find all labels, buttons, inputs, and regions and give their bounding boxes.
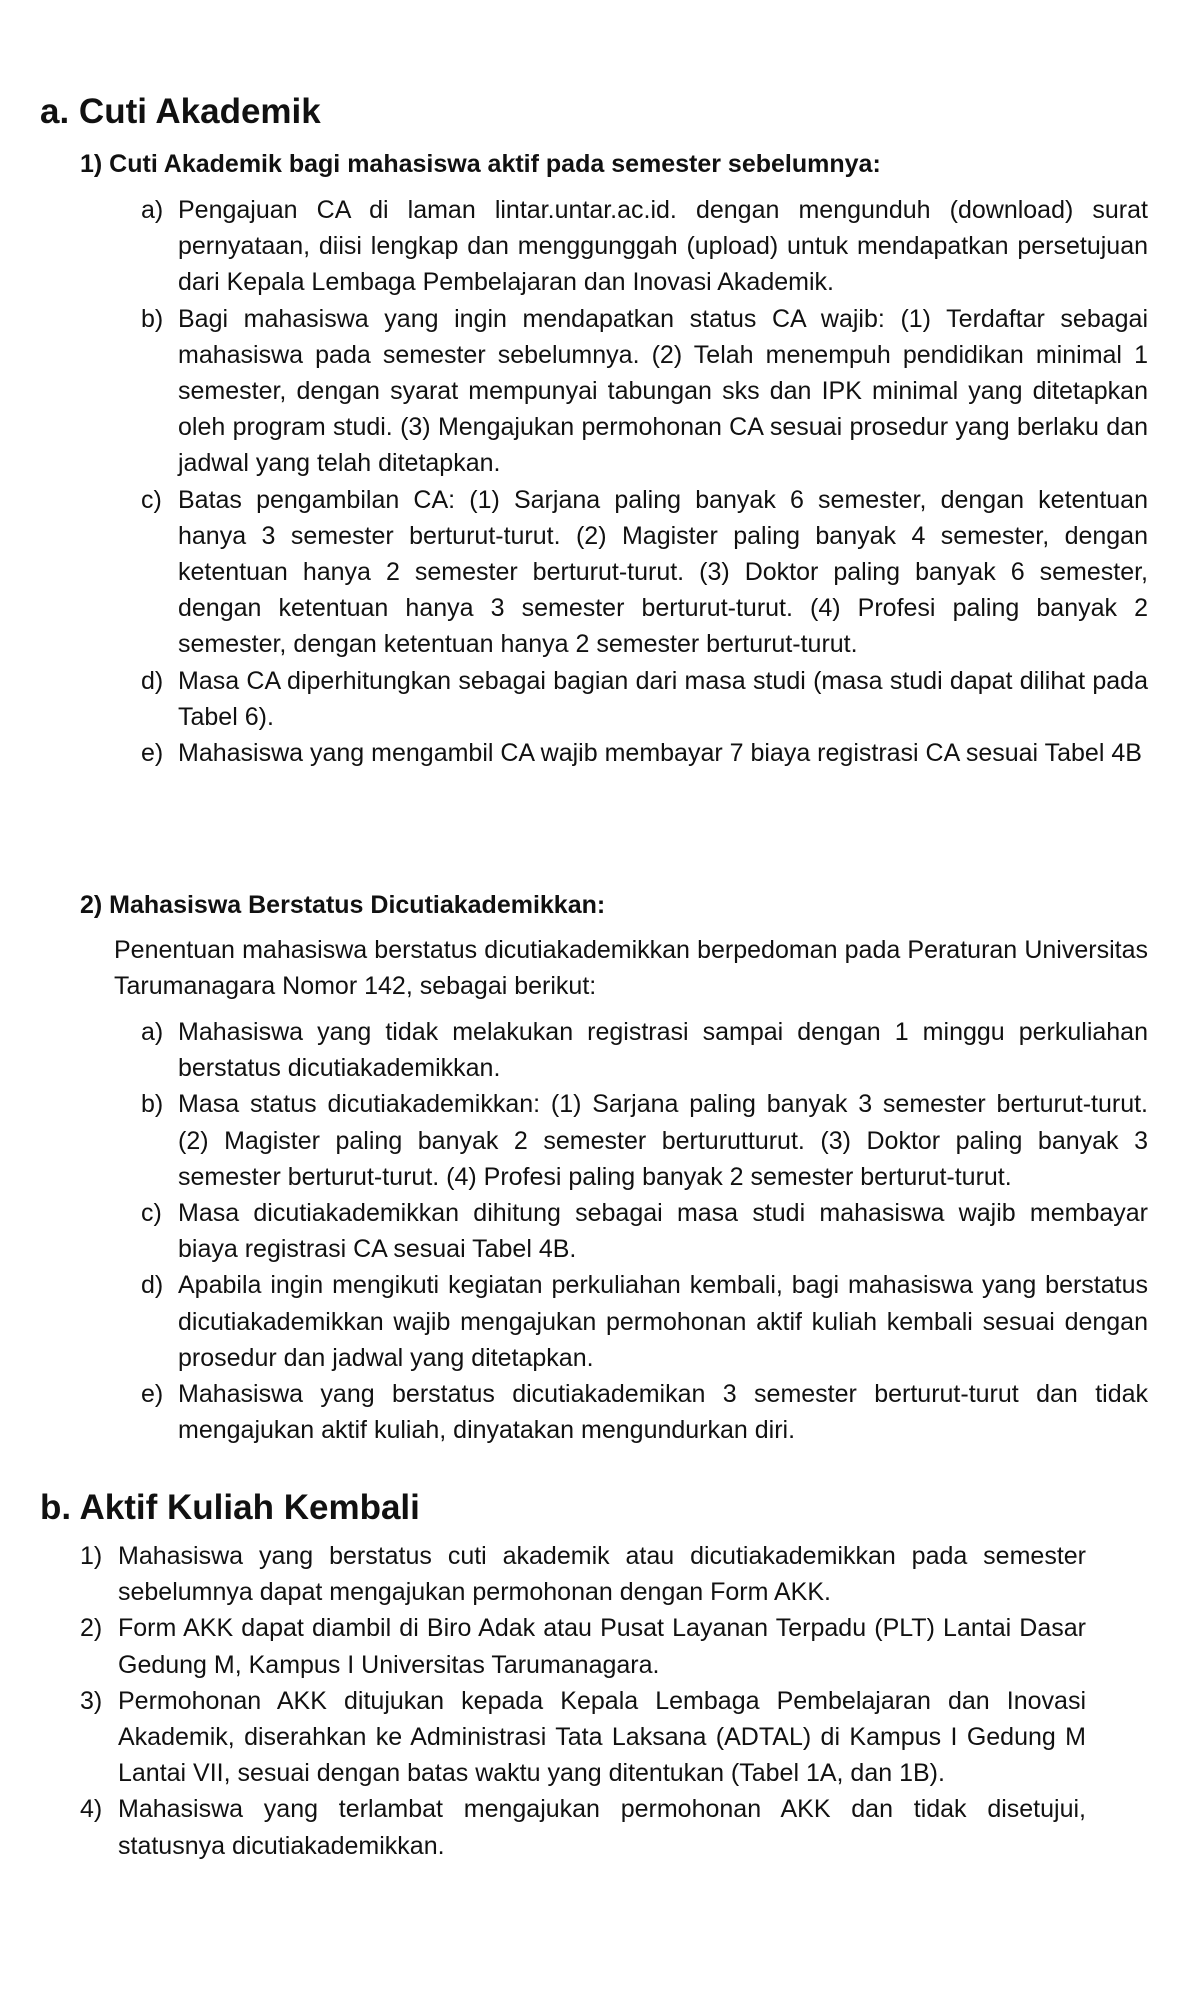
list-item-text: Mahasiswa yang berstatus cuti akademik atau dicutiakademikkan pada semester sebelumnya dapat mengajukan permohonan dengan Form AKK. xyxy=(118,1542,1086,1607)
list-item xyxy=(80,1610,1086,1682)
list-marker: b) xyxy=(141,1090,164,1119)
list-item-text: Masa CA diperhitungkan sebagai bagian dari masa studi (masa studi dapat dilihat pada Tabel 6). xyxy=(178,666,1148,731)
list-item-text: Mahasiswa yang tidak melakukan registrasi sampai dengan 1 minggu perkuliahan berstatus dicutiakademikkan. xyxy=(178,1018,1148,1083)
list-marker: e) xyxy=(141,739,164,768)
list-marker: d) xyxy=(141,1271,164,1300)
list-item xyxy=(141,1014,1148,1086)
list-marker: c) xyxy=(141,485,162,514)
section-b-heading: b. Aktif Kuliah Kembali xyxy=(40,1488,420,1527)
list-item-text: Mahasiswa yang terlambat mengajukan permohonan AKK dan tidak disetujui, statusnya dicutiakademikkan. xyxy=(118,1795,1086,1860)
list-marker: 3) xyxy=(80,1686,103,1715)
list-marker: a) xyxy=(141,1018,164,1046)
list-item-text: Mahasiswa yang berstatus dicutiakademikan 3 semester berturut-turut dan tidak mengajukan aktif kuliah, dinyatakan mengundurkan diri. xyxy=(178,1380,1148,1445)
list-marker: c) xyxy=(141,1199,162,1228)
list-item xyxy=(141,1195,1148,1267)
list-item-text: Bagi mahasiswa yang ingin mendapatkan status CA wajib: (1) Terdaftar sebagai mahasiswa pada semester sebelumnya. (2) Telah menempuh pendidikan minimal 1 semester, dengan syarat mempunyai tabungan sks dan IPK minimal yang ditetapkan oleh program studi. (3) Mengajukan permohonan CA sesuai prosedur yang berlaku dan jadwal yang telah ditetapkan. xyxy=(178,304,1148,478)
list-marker: 1) xyxy=(80,1542,103,1570)
list-marker: a) xyxy=(141,196,164,224)
section-a-heading: a. Cuti Akademik xyxy=(40,92,321,131)
list-item xyxy=(80,1538,1086,1610)
list-item xyxy=(141,1376,1148,1448)
subsection-1-list xyxy=(141,192,1148,771)
subsection-2-list xyxy=(141,1014,1148,1448)
subsection-2-intro: Penentuan mahasiswa berstatus dicutiakademikkan berpedoman pada Peraturan Universitas Tarumanagara Nomor 142, sebagai berikut: xyxy=(114,936,1148,1001)
list-marker: b) xyxy=(141,304,164,333)
list-item-text: Pengajuan CA di laman lintar.untar.ac.id. dengan mengunduh (download) surat pernyataan, diisi lengkap dan menggunggah (upload) untuk mendapatkan persetujuan dari Kepala Lembaga Pembelajaran dan Inovasi Akademik. xyxy=(178,196,1148,297)
list-item-text: Masa status dicutiakademikkan: (1) Sarjana paling banyak 3 semester berturut-turut. (2) Magister paling banyak 2 semester berturutturut. (3) Doktor paling banyak 3 semester berturut-turut. (4) Profesi paling banyak 2 semester berturut-turut. xyxy=(178,1090,1148,1191)
list-item-text: Batas pengambilan CA: (1) Sarjana paling banyak 6 semester, dengan ketentuan hanya 3 semester berturut-turut. (2) Magister paling banyak 4 semester, dengan ketentuan hanya 2 semester berturut-turut. (3) Doktor paling banyak 6 semester, dengan ketentuan hanya 3 semester berturut-turut. (4) Profesi paling banyak 2 semester, dengan ketentuan hanya 2 semester berturut-turut. xyxy=(178,485,1148,659)
list-item xyxy=(80,1791,1086,1863)
list-marker: d) xyxy=(141,666,164,695)
list-item-text: Form AKK dapat diambil di Biro Adak atau Pusat Layanan Terpadu (PLT) Lantai Dasar Gedung M, Kampus I Universitas Tarumanagara. xyxy=(118,1614,1086,1679)
subsection-2-heading: 2) Mahasiswa Berstatus Dicutiakademikkan: xyxy=(80,891,606,919)
list-item-text: Permohonan AKK ditujukan kepada Kepala Lembaga Pembelajaran dan Inovasi Akademik, diserahkan ke Administrasi Tata Laksana (ADTAL) di Kampus I Gedung M Lantai VII, sesuai dengan batas waktu yang ditentukan (Tabel 1A, dan 1B). xyxy=(118,1686,1086,1788)
list-item-text: Mahasiswa yang mengambil CA wajib membayar 7 biaya registrasi CA sesuai Tabel 4B xyxy=(178,739,1142,768)
list-item xyxy=(141,301,1148,482)
list-marker: e) xyxy=(141,1380,164,1409)
list-item xyxy=(141,735,1148,771)
list-marker: 2) xyxy=(80,1614,103,1643)
section-b-list xyxy=(80,1538,1086,1864)
list-item xyxy=(80,1683,1086,1792)
list-marker: 4) xyxy=(80,1795,103,1824)
subsection-1-heading: 1) Cuti Akademik bagi mahasiswa aktif pada semester sebelumnya: xyxy=(80,150,881,178)
list-item xyxy=(141,663,1148,735)
list-item xyxy=(141,1267,1148,1376)
list-item xyxy=(141,482,1148,663)
list-item xyxy=(141,1086,1148,1195)
list-item-text: Apabila ingin mengikuti kegiatan perkuliahan kembali, bagi mahasiswa yang berstatus dicutiakademikkan wajib mengajukan permohonan aktif kuliah kembali sesuai dengan prosedur dan jadwal yang ditetapkan. xyxy=(178,1271,1148,1372)
list-item-text: Masa dicutiakademikkan dihitung sebagai masa studi mahasiswa wajib membayar biaya registrasi CA sesuai Tabel 4B. xyxy=(178,1199,1148,1264)
list-item xyxy=(141,192,1148,301)
